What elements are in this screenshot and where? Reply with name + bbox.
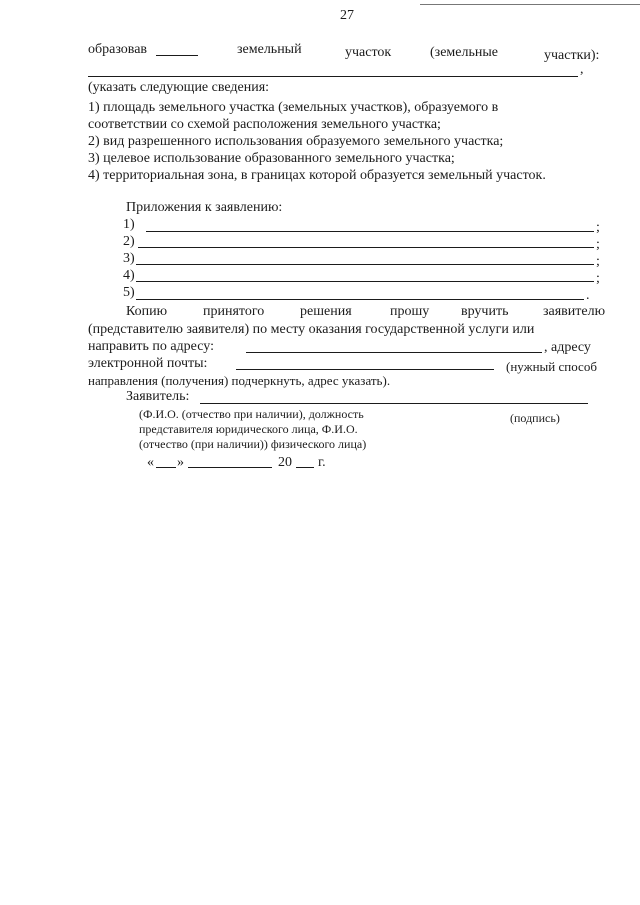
attachment-line-4 (136, 281, 594, 282)
word-uchastki: участки): (544, 48, 600, 63)
attachment-num-4: 4) (123, 268, 135, 283)
applicant-label: Заявитель: (126, 389, 190, 404)
day-blank-line (156, 467, 176, 468)
copy-method-note-cont: направления (получения) подчеркнуть, адрес указать). (88, 373, 391, 388)
month-blank-line (188, 467, 272, 468)
applicant-caption-1: (Ф.И.О. (отчество при наличии), должность (139, 407, 364, 421)
applicant-blank-line (200, 403, 588, 404)
applicant-caption-3: (отчество (при наличии)) физического лица) (139, 437, 367, 451)
info-item-1-cont: соответствии со схемой расположения земельного участка; (88, 117, 441, 132)
attachment-line-1 (146, 231, 594, 232)
blank-line (156, 55, 198, 56)
email-blank-line (236, 369, 494, 370)
date-close-quote: » (177, 455, 184, 470)
copy-address-end: , адресу (544, 340, 591, 355)
copy-method-note: (нужный способ (506, 359, 597, 374)
copy-word-6: заявителю (543, 304, 606, 319)
date-open-quote: « (147, 455, 154, 470)
copy-word-2: принятого (203, 304, 265, 319)
attachment-num-3: 3) (123, 251, 135, 266)
word-zemelny: земельный (237, 42, 302, 57)
info-item-3: 3) целевое использование образованного земельного участка; (88, 151, 455, 166)
copy-word-5: вручить (461, 304, 509, 319)
attachment-end-2: ; (596, 237, 600, 252)
attachment-end-5: . (586, 288, 590, 303)
copy-word-4: прошу (390, 304, 430, 319)
info-item-2: 2) вид разрешенного использования образуемого земельного участка; (88, 134, 504, 149)
attachments-title: Приложения к заявлению: (126, 200, 283, 215)
address-blank-line (246, 352, 542, 353)
attachment-num-5: 5) (123, 285, 135, 300)
attachment-end-3: ; (596, 254, 600, 269)
year-prefix: 20 (278, 455, 292, 470)
word-uchastok: участок (345, 45, 392, 60)
attachment-end-1: ; (596, 220, 600, 235)
word-obrazovav: образовав (88, 42, 148, 57)
info-item-1: 1) площадь земельного участка (земельных участков), образуемого в (88, 100, 499, 115)
signature-caption: (подпись) (510, 411, 560, 425)
word-zemelnye: (земельные (430, 45, 498, 60)
land-plot-blank-line (88, 76, 578, 77)
comma: , (580, 62, 584, 77)
copy-email-label: электронной почты: (88, 356, 208, 371)
attachment-line-3 (136, 264, 594, 265)
scan-edge-line (420, 4, 640, 5)
info-intro: (указать следующие сведения: (88, 80, 270, 95)
year-blank-line (296, 467, 314, 468)
page-number: 27 (340, 8, 354, 23)
attachment-num-2: 2) (123, 234, 135, 249)
copy-word-3: решения (300, 304, 352, 319)
attachment-line-5 (136, 299, 584, 300)
info-item-4: 4) территориальная зона, в границах которой образуется земельный участок. (88, 168, 546, 183)
attachment-line-2 (138, 247, 594, 248)
copy-address-label: направить по адресу: (88, 339, 214, 354)
attachment-num-1: 1) (123, 217, 135, 232)
year-suffix: г. (318, 455, 326, 470)
applicant-caption-2: представителя юридического лица, Ф.И.О. (139, 422, 358, 436)
copy-line-2: (представителю заявителя) по месту оказания государственной услуги или (88, 322, 535, 337)
copy-word-1: Копию (126, 304, 168, 319)
attachment-end-4: ; (596, 271, 600, 286)
